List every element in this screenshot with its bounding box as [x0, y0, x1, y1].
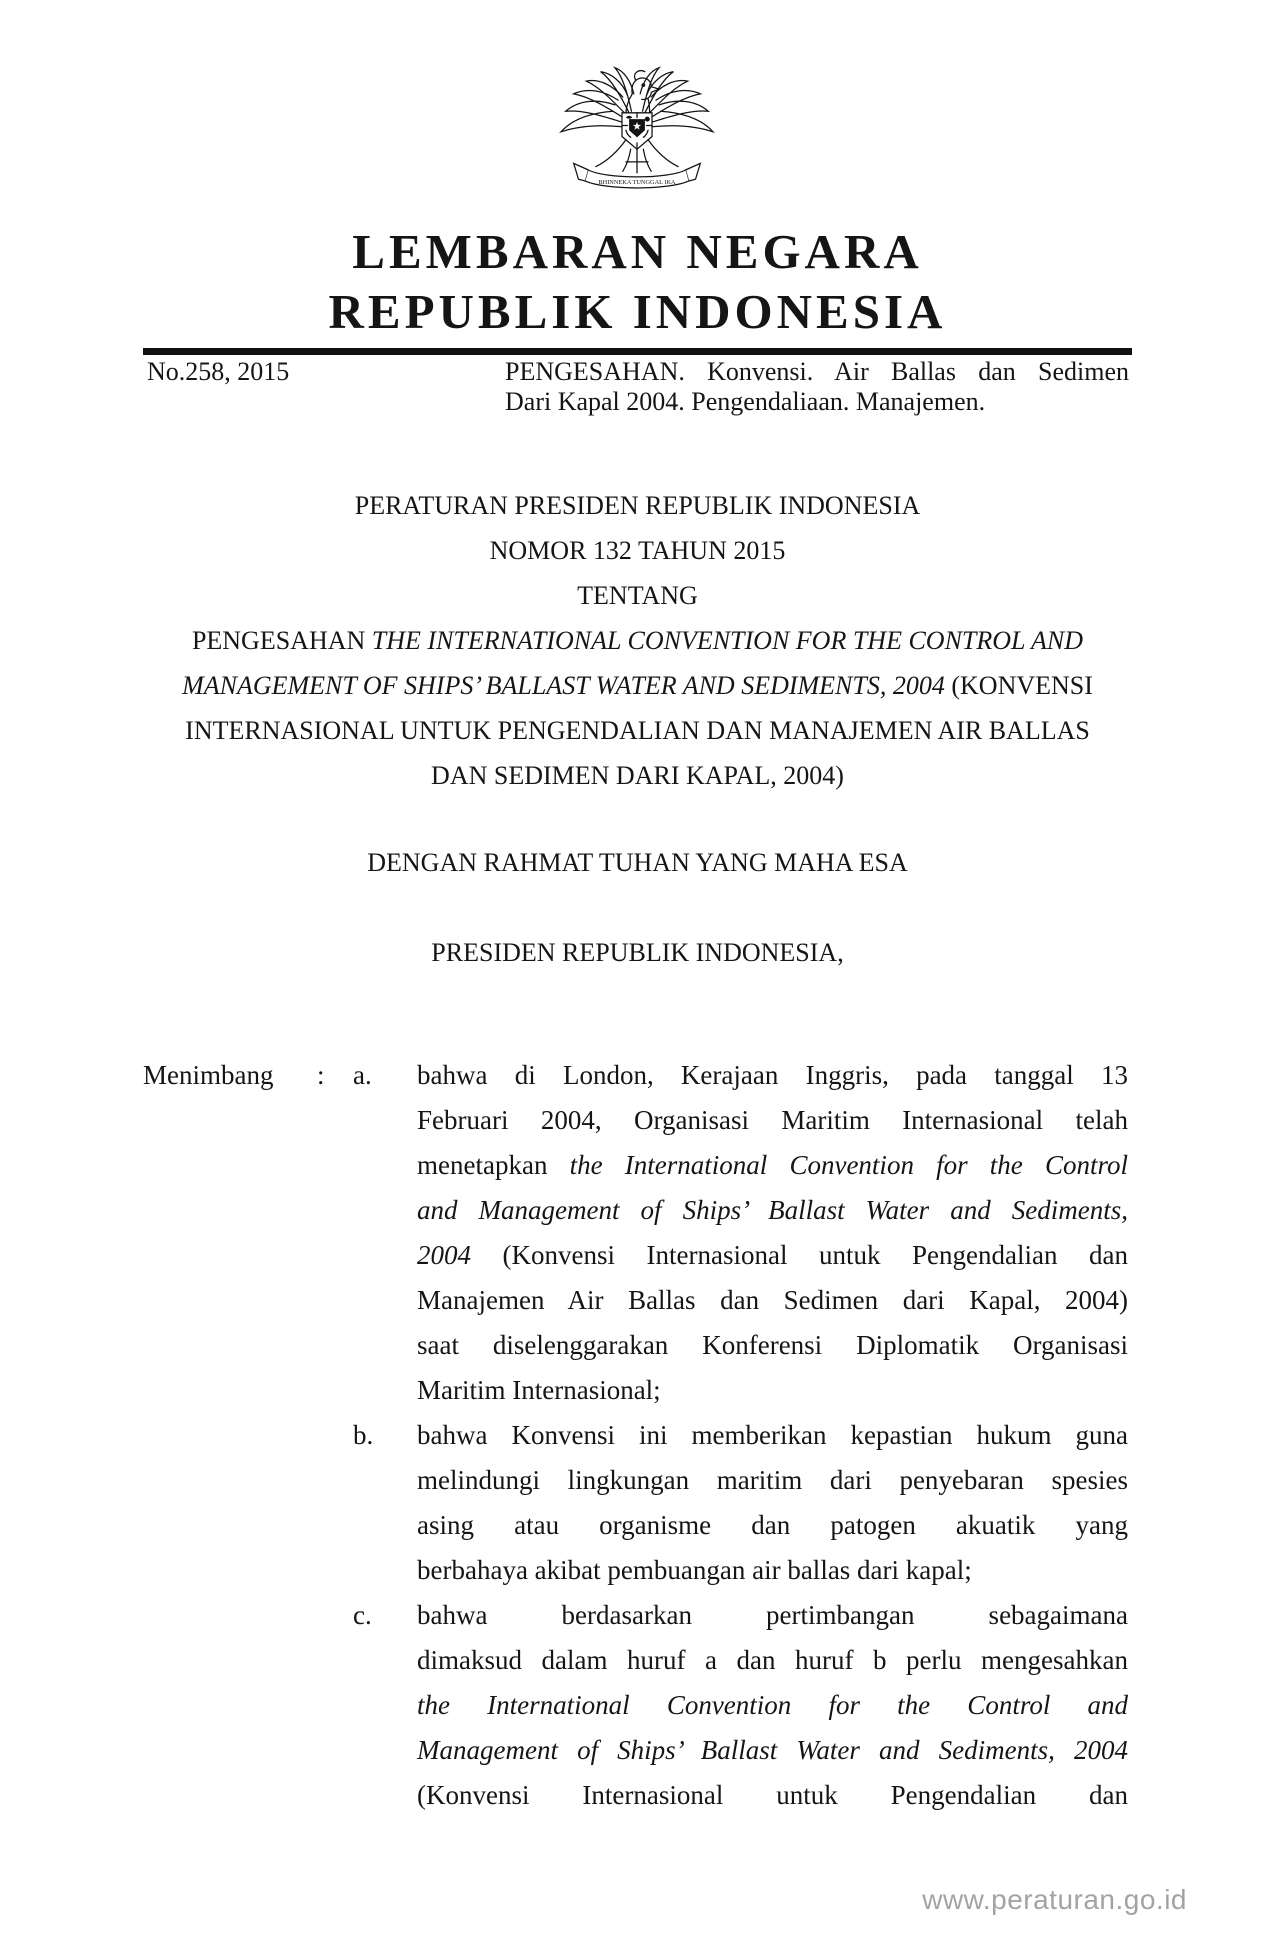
text-segment: Manajemen Air Ballas dan Sedimen dari Kapal, 2004): [417, 1285, 1128, 1315]
text-segment: bahwa berdasarkan pertimbangan sebagaimana: [417, 1600, 1128, 1630]
consideration-text-line: [417, 1413, 1128, 1458]
regulation-title-line: [143, 708, 1132, 753]
regulation-title-line: [143, 663, 1132, 708]
consideration-text-line: [417, 1638, 1128, 1683]
invocation-line: DENGAN RAHMAT TUHAN YANG MAHA ESA: [367, 848, 908, 877]
consideration-text-line: [417, 1098, 1128, 1143]
text-segment: berbahaya akibat pembuangan air ballas dari kapal;: [417, 1555, 972, 1585]
consideration-text-line: [417, 1323, 1128, 1368]
text-segment: NOMOR 132 TAHUN 2015: [489, 536, 786, 565]
masthead-divider: [143, 348, 1132, 355]
italic-text-segment: and Management of Ships’ Ballast Water and Sediments,: [417, 1195, 1128, 1225]
gazette-subject: [505, 357, 1129, 417]
masthead-line-2: REPUBLIK INDONESIA: [328, 284, 947, 339]
regulation-title: [143, 483, 1132, 798]
consideration-item-marker: c.: [353, 1600, 372, 1630]
text-segment: Februari 2004, Organisasi Maritim Internasional telah: [417, 1105, 1128, 1135]
consideration-text-line: [417, 1728, 1128, 1773]
text-segment: DAN SEDIMEN DARI KAPAL, 2004): [431, 761, 844, 790]
consideration-item-marker: b.: [353, 1420, 374, 1450]
text-segment: saat diselenggarakan Konferensi Diplomatik Organisasi: [417, 1330, 1128, 1360]
italic-text-segment: the International Convention for the Control and: [417, 1690, 1128, 1720]
authority-line: PRESIDEN REPUBLIK INDONESIA,: [431, 938, 844, 967]
gazette-subject-line: Dari Kapal 2004. Pengendaliaan. Manajemen.: [505, 387, 986, 416]
considerations-items: [353, 1053, 1133, 1818]
text-segment: bahwa di London, Kerajaan Inggris, pada tanggal 13: [417, 1060, 1128, 1090]
garuda-shield: [622, 113, 652, 149]
consideration-text-line: [417, 1368, 1128, 1413]
consideration-text-line: [417, 1278, 1128, 1323]
garuda-pancasila-emblem: [550, 50, 724, 212]
consideration-text-line: [417, 1143, 1128, 1188]
text-segment: dimaksud dalam huruf a dan huruf b perlu mengesahkan: [417, 1645, 1128, 1675]
italic-text-segment: Management of Ships’ Ballast Water and Sediments, 2004: [417, 1735, 1128, 1765]
consideration-item-lines: [417, 1413, 1128, 1593]
regulation-title-line: [143, 753, 1132, 798]
text-segment: PENGESAHAN: [191, 626, 372, 655]
text-segment: (Konvensi Internasional untuk Pengendalian dan: [471, 1240, 1128, 1270]
masthead-line-1: LEMBARAN NEGARA: [352, 224, 923, 279]
text-segment: menetapkan: [417, 1150, 570, 1180]
considerations-label: Menimbang: [143, 1060, 274, 1090]
considerations-colon: :: [317, 1060, 325, 1090]
consideration-text-line: [417, 1233, 1128, 1278]
gazette-number: No.258, 2015: [147, 357, 290, 386]
consideration-item: [353, 1413, 1133, 1593]
consideration-text-line: [417, 1188, 1128, 1233]
regulation-title-line: [143, 528, 1132, 573]
consideration-text-line: [417, 1683, 1128, 1728]
text-segment: Maritim Internasional;: [417, 1375, 661, 1405]
consideration-item-lines: [417, 1053, 1128, 1413]
consideration-item-marker: a.: [353, 1060, 372, 1090]
consideration-text-line: [417, 1458, 1128, 1503]
consideration-item: [353, 1053, 1133, 1413]
consideration-text-line: [417, 1503, 1128, 1548]
text-segment: TENTANG: [577, 581, 698, 610]
consideration-text-line: [417, 1548, 1128, 1593]
text-segment: asing atau organisme dan patogen akuatik yang: [417, 1510, 1128, 1540]
italic-text-segment: the International Convention for the Control: [569, 1150, 1128, 1180]
consideration-text-line: [417, 1593, 1128, 1638]
text-segment: INTERNASIONAL UNTUK PENGENDALIAN DAN MANAJEMEN AIR BALLAS: [185, 716, 1090, 745]
footer-url: www.peraturan.go.id: [922, 1884, 1187, 1915]
gazette-subject-line: PENGESAHAN. Konvensi. Air Ballas dan Sedimen: [505, 357, 1129, 386]
italic-text-segment: 2004: [417, 1240, 471, 1270]
emblem-motto-text: BHINNEKA TUNGGAL IKA: [598, 178, 676, 186]
consideration-text-line: [417, 1773, 1128, 1818]
garuda-emblem-svg: [550, 50, 724, 212]
regulation-title-line: [143, 573, 1132, 618]
text-segment: bahwa Konvensi ini memberikan kepastian hukum guna: [417, 1420, 1128, 1450]
italic-text-segment: THE INTERNATIONAL CONVENTION FOR THE CONTROL AND: [371, 626, 1084, 655]
text-segment: (KONVENSI: [944, 671, 1093, 700]
text-segment: (Konvensi Internasional untuk Pengendalian dan: [417, 1780, 1128, 1810]
regulation-title-line: [143, 483, 1132, 528]
italic-text-segment: MANAGEMENT OF SHIPS’ BALLAST WATER AND SEDIMENTS, 2004: [182, 671, 945, 700]
consideration-text-line: [417, 1053, 1128, 1098]
regulation-title-line: [143, 618, 1132, 663]
consideration-item: [353, 1593, 1133, 1818]
consideration-item-lines: [417, 1593, 1128, 1818]
text-segment: PERATURAN PRESIDEN REPUBLIK INDONESIA: [354, 491, 921, 520]
text-segment: melindungi lingkungan maritim dari penyebaran spesies: [417, 1465, 1128, 1495]
